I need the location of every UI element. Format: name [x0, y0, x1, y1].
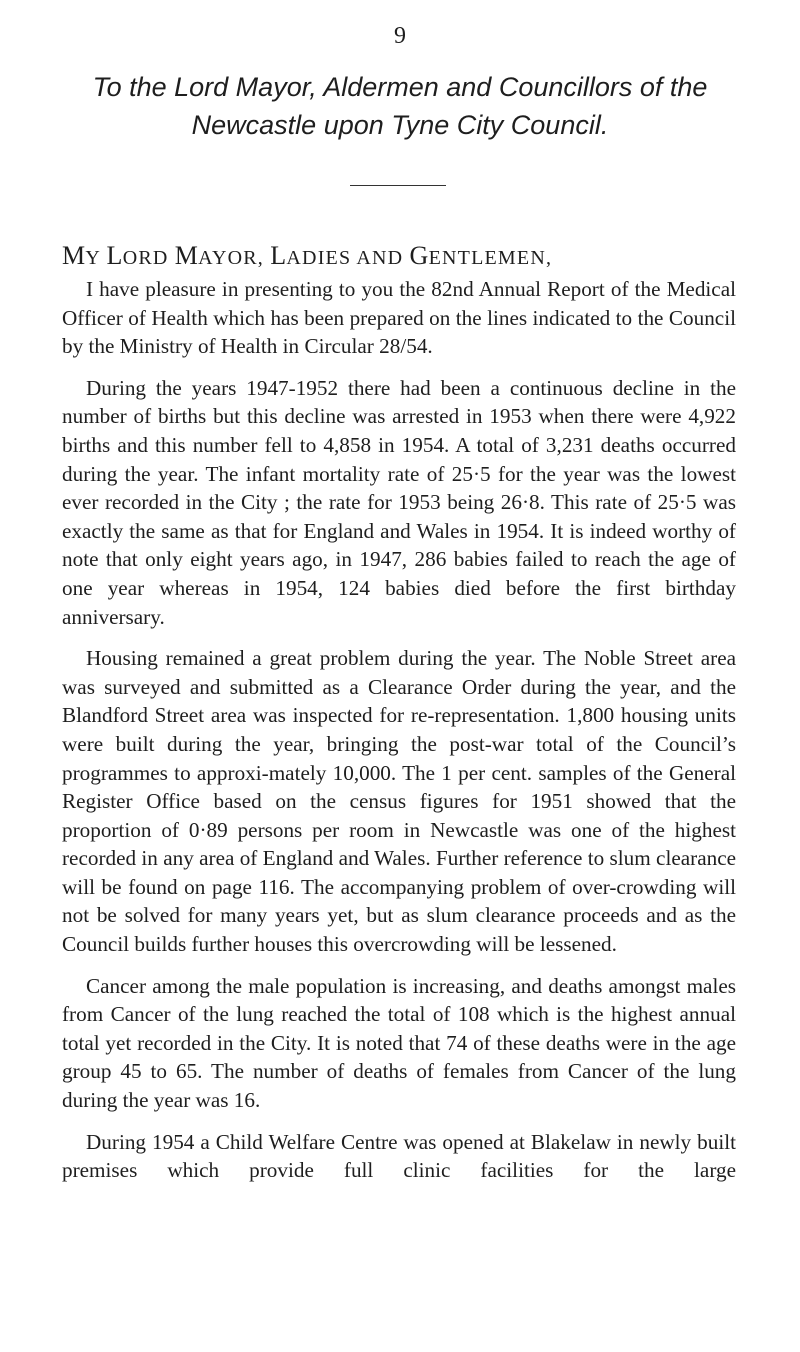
- paragraph-report-intro: [62, 275, 736, 361]
- paragraph-text: Cancer among the male population is increasing, and deaths amongst males from Cancer of the lung reached the total of 108 which is the highest annual total yet recorded in the City. It is noted that 74 of these deaths were in the age group 45 to 65. The number of deaths of females from Cancer of the lung during the year was 16.: [62, 973, 736, 1113]
- paragraph-births-deaths: [62, 374, 736, 631]
- salutation-part: M: [62, 241, 86, 270]
- salutation-part: M: [174, 241, 199, 270]
- salutation-part: ORD: [122, 247, 175, 269]
- paragraph-text: I have pleasure in presenting to you the 82nd Annual Report of the Medical Officer of Health which has been prepared on the lines indicated to the Council by the Ministry of Health in Circular 28/54.: [62, 277, 736, 359]
- salutation-part: Y: [85, 247, 107, 269]
- divider-rule: [350, 185, 446, 186]
- paragraph-text: During 1954 a Child Welfare Centre was opened at Blakelaw in newly built premises which provide full clinic facilities for the large: [62, 1129, 736, 1183]
- address-heading: [40, 68, 760, 144]
- salutation-part: G: [409, 241, 429, 270]
- paragraph-text: During the years 1947-1952 there had been a continuous decline in the number of births but this decline was arrested in 1953 when there were 4,922 births and this number fell to 4,858 in 1954. A total of 3,231 deaths occurred during the year. The infant mortality rate of 25·5 for the year was the lowest ever recorded in the City ; the rate for 1953 being 26·8. This rate of 25·5 was exactly the same as that for England and Wales in 1954. It is indeed worthy of note that only eight years ago, in 1947, 286 babies failed to reach the age of one year whereas in 1954, 124 babies died before the first birthday anniversary.: [62, 375, 736, 629]
- paragraph-cancer: [62, 972, 736, 1115]
- paragraph-child-welfare: [62, 1128, 736, 1185]
- address-line-1: To the Lord Mayor, Aldermen and Councillors of the: [92, 72, 708, 102]
- salutation: [62, 241, 552, 273]
- salutation-part: L: [270, 241, 287, 270]
- salutation-part: AYOR,: [198, 247, 271, 269]
- address-line-2: Newcastle upon Tyne City Council.: [191, 110, 609, 140]
- page-number: 9: [394, 23, 406, 49]
- salutation-part: L: [106, 241, 123, 270]
- salutation-part: ADIES AND: [286, 247, 410, 269]
- paragraph-text: Housing remained a great problem during the year. The Noble Street area was surveyed and submitted as a Clearance Order during the year, and the Blandford Street area was inspected for re-representation. 1,800 housing units were built during the year, bringing the post-war total of the Council’s programmes to approxi-mately 10,000. The 1 per cent. samples of the General Register Office based on the census figures for 1951 showed that the proportion of 0·89 persons per room in Newcastle was one of the highest recorded in any area of England and Wales. Further reference to slum clearance will be found on page 116. The accompanying problem of over-crowding will not be solved for many years yet, but as slum clearance proceeds and as the Council builds further houses this overcrowding will be lessened.: [62, 646, 736, 957]
- paragraph-housing: [62, 644, 736, 959]
- letter-body: [62, 275, 736, 1198]
- salutation-part: ENTLEMEN,: [428, 247, 553, 269]
